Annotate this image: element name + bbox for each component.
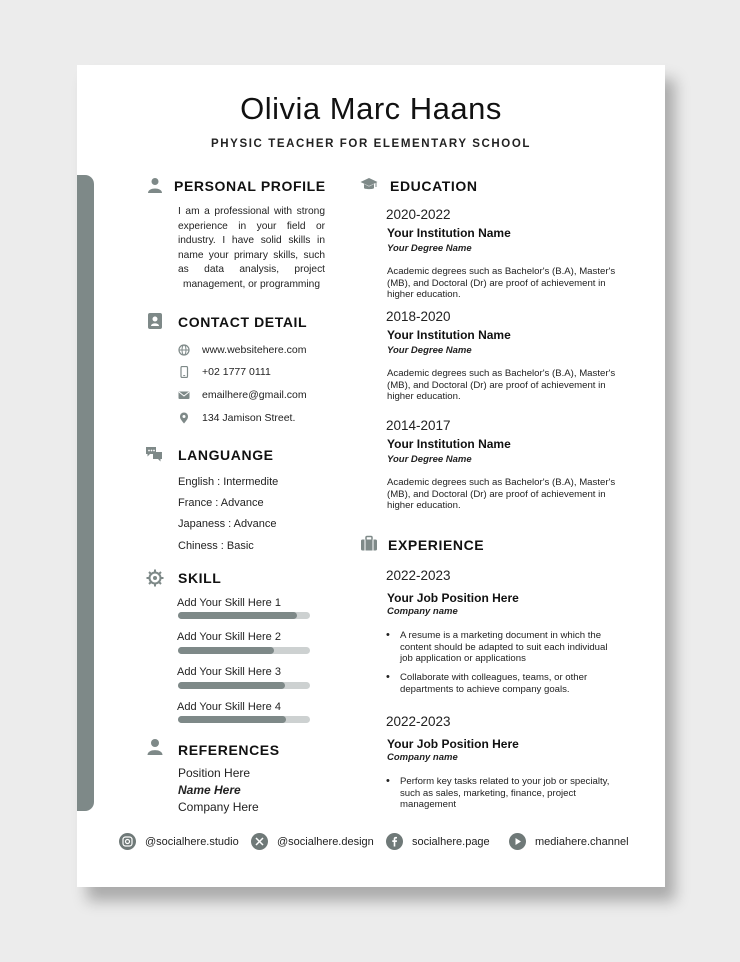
social-media-channel[interactable] (509, 833, 629, 850)
experience-years: 2022-2023 (386, 714, 451, 729)
education-years: 2018-2020 (386, 309, 451, 324)
contact-card-icon (146, 312, 164, 330)
education-degree: Your Degree Name (387, 243, 472, 254)
education-description: Academic degrees such as Bachelor's (B.A), Master's (MB), and Doctoral (Dr) are proof of achievement in higher education. (387, 477, 616, 512)
skill-label: Add Your Skill Here 1 (177, 597, 281, 609)
language-item: English : Intermedite (178, 476, 279, 488)
skill-bar-fill (178, 612, 297, 619)
location-pin-icon (178, 412, 190, 424)
contact-address (178, 410, 295, 426)
experience-bullet: • Perform key tasks related to your job or specialty, such as sales, marketing, finance, project management (386, 776, 618, 811)
job-title: PHYSIC TEACHER FOR ELEMENTARY SCHOOL (211, 138, 531, 150)
experience-position: Your Job Position Here (387, 591, 519, 605)
experience-company: Company name (387, 752, 458, 763)
reference-position: Position Here (178, 766, 251, 780)
contact-website-text: www.websitehere.com (202, 344, 307, 356)
skill-bar (178, 682, 310, 689)
reference-company: Company Here (178, 800, 259, 814)
social-facebook-text: socialhere.page (412, 835, 490, 848)
social-media-text: mediahere.channel (535, 835, 629, 848)
education-degree: Your Degree Name (387, 454, 472, 465)
social-x-text: @socialhere.design (277, 835, 374, 848)
education-institution: Your Institution Name (387, 328, 511, 342)
skill-label: Add Your Skill Here 3 (177, 666, 281, 678)
education-years: 2014-2017 (386, 418, 451, 433)
references-heading: REFERENCES (178, 742, 280, 758)
contact-phone (178, 364, 271, 380)
contact-heading: CONTACT DETAIL (178, 314, 308, 330)
education-years: 2020-2022 (386, 207, 451, 222)
experience-company: Company name (387, 606, 458, 617)
experience-bullet: • A resume is a marketing document in which the content should be adapted to suit each individual job application or applications (386, 630, 618, 665)
person-icon (146, 176, 164, 194)
skill-bar (178, 716, 310, 723)
experience-years: 2022-2023 (386, 568, 451, 583)
globe-icon (178, 344, 190, 356)
sidebar-accent-bar (77, 175, 94, 811)
mail-icon (178, 389, 190, 401)
reference-name: Name Here (178, 783, 241, 797)
x-icon (251, 833, 268, 850)
experience-position: Your Job Position Here (387, 737, 519, 751)
skill-bar (178, 647, 310, 654)
facebook-icon (386, 833, 403, 850)
experience-bullet: • Collaborate with colleagues, teams, or other departments to achieve company goals. (386, 672, 618, 695)
skill-label: Add Your Skill Here 4 (177, 701, 281, 713)
profile-text: I am a professional with strong experience in your field or industry. I have solid skills in name your primary skills, such as data analysis, project management, or programming (178, 206, 325, 290)
language-item: France : Advance (178, 497, 264, 509)
skill-bar-fill (178, 682, 285, 689)
play-icon (509, 833, 526, 850)
education-institution: Your Institution Name (387, 226, 511, 240)
contact-email-text: emailhere@gmail.com (202, 389, 307, 401)
person-icon (146, 738, 164, 756)
education-degree: Your Degree Name (387, 345, 472, 356)
education-heading: EDUCATION (390, 178, 478, 194)
graduation-cap-icon (360, 176, 378, 194)
contact-address-text: 134 Jamison Street. (202, 412, 296, 424)
social-facebook[interactable] (386, 833, 490, 850)
contact-phone-text: +02 1777 0111 (202, 366, 271, 378)
skill-bar-fill (178, 647, 274, 654)
social-instagram-text: @socialhere.studio (145, 835, 239, 848)
gear-icon (146, 569, 164, 587)
resume-page (77, 65, 665, 887)
phone-icon (178, 366, 190, 378)
skill-label: Add Your Skill Here 2 (177, 631, 281, 643)
education-institution: Your Institution Name (387, 437, 511, 451)
profile-heading: PERSONAL PROFILE (174, 178, 326, 194)
skill-bar-fill (178, 716, 286, 723)
education-description: Academic degrees such as Bachelor's (B.A), Master's (MB), and Doctoral (Dr) are proof of achievement in higher education. (387, 266, 616, 301)
experience-heading: EXPERIENCE (388, 537, 485, 553)
language-item: Japaness : Advance (178, 518, 277, 530)
contact-website (178, 342, 306, 358)
briefcase-icon (360, 535, 378, 553)
contact-email (178, 387, 307, 403)
candidate-name: Olivia Marc Haans (240, 91, 502, 126)
chat-bubbles-icon (145, 445, 163, 463)
skill-bar (178, 612, 310, 619)
language-item: Chiness : Basic (178, 540, 254, 552)
instagram-icon (119, 833, 136, 850)
social-instagram[interactable] (119, 833, 239, 850)
education-description: Academic degrees such as Bachelor's (B.A), Master's (MB), and Doctoral (Dr) are proof of achievement in higher education. (387, 368, 616, 403)
social-x[interactable] (251, 833, 374, 850)
skill-heading: SKILL (178, 570, 222, 586)
language-heading: LANGUANGE (178, 447, 274, 463)
